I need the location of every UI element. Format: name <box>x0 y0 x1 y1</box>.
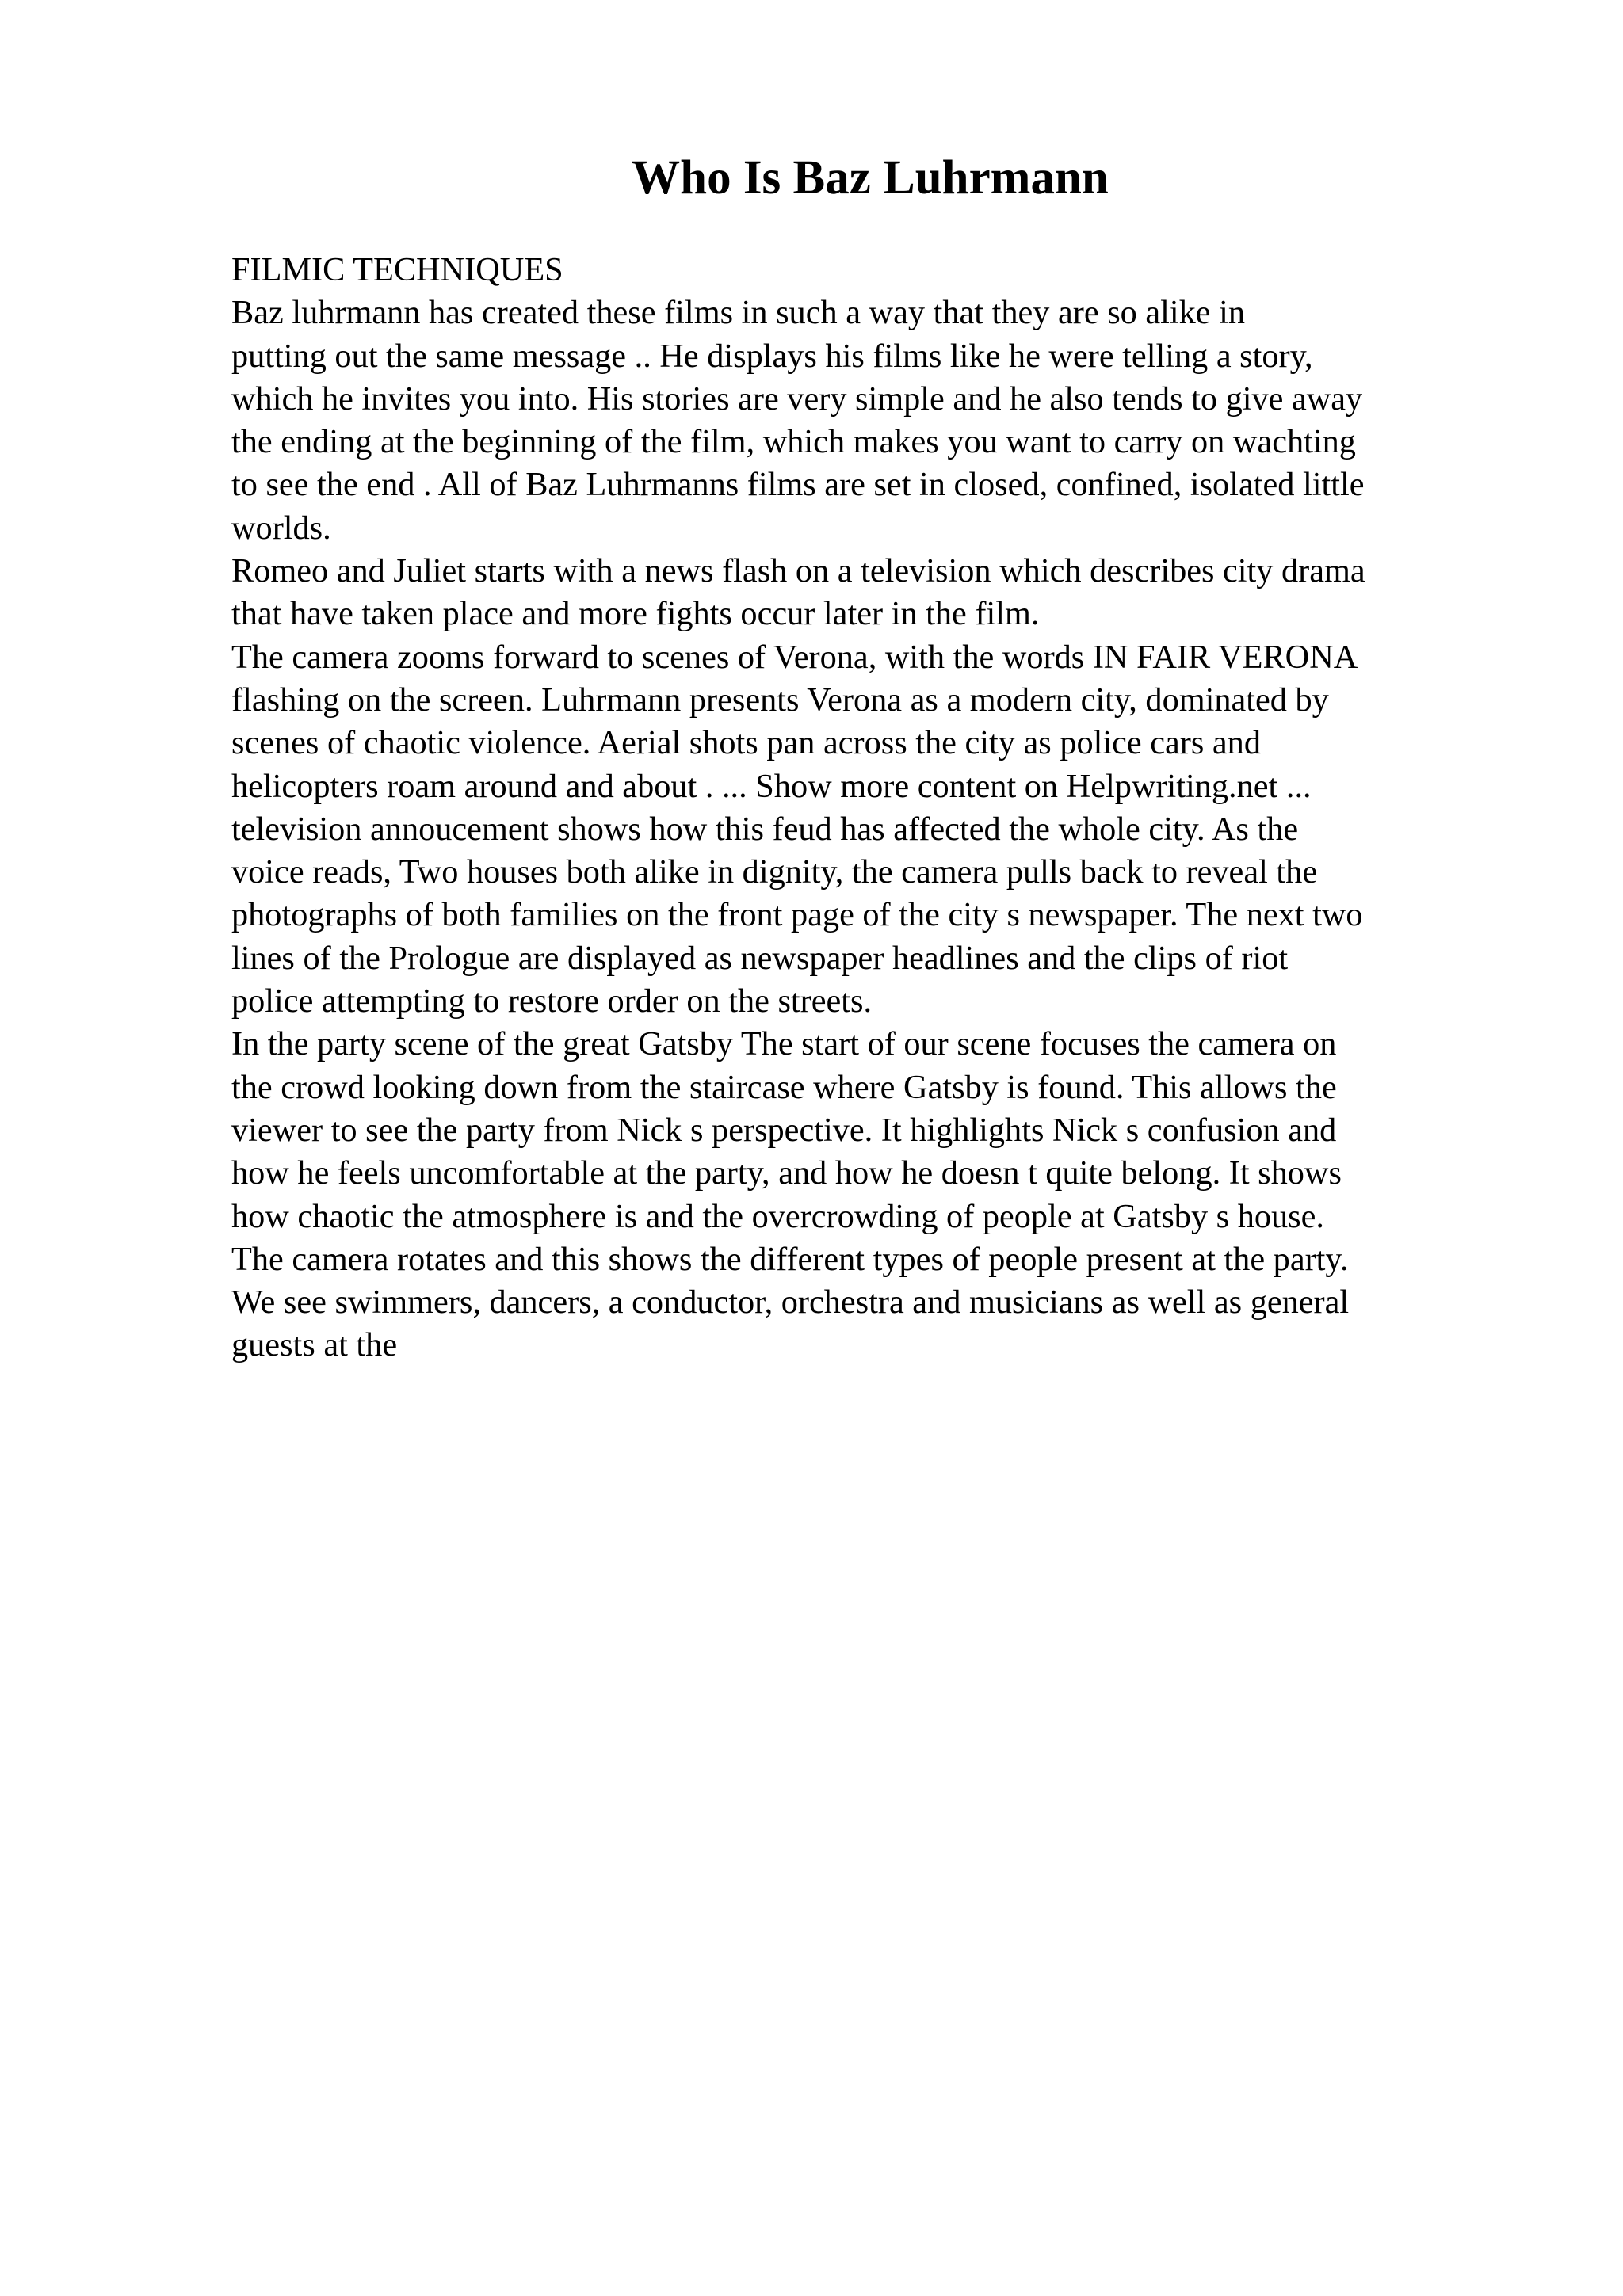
body-line: voice reads, Two houses both alike in dignity, the camera pulls back to reveal the <box>231 853 1318 891</box>
body-line: viewer to see the party from Nick s perspective. It highlights Nick s confusion and <box>231 1111 1337 1149</box>
body-line: Romeo and Juliet starts with a news flash on a television which describes city drama <box>231 552 1365 590</box>
body-line: that have taken place and more fights occur later in the film. <box>231 595 1040 633</box>
body-line: how he feels uncomfortable at the party, and how he doesn t quite belong. It shows <box>231 1154 1342 1192</box>
body-line: We see swimmers, dancers, a conductor, orchestra and musicians as well as general <box>231 1283 1350 1322</box>
body-line: photographs of both families on the front page of the city s newspaper. The next two <box>231 896 1363 934</box>
body-line: In the party scene of the great Gatsby The start of our scene focuses the camera on <box>231 1025 1337 1063</box>
body-line: guests at the <box>231 1326 398 1364</box>
body-line: how chaotic the atmosphere is and the overcrowding of people at Gatsby s house. <box>231 1197 1324 1235</box>
body-line: to see the end . All of Baz Luhrmanns films are set in closed, confined, isolated little <box>231 466 1365 504</box>
body-line: flashing on the screen. Luhrmann presents Verona as a modern city, dominated by <box>231 681 1329 719</box>
body-line: The camera zooms forward to scenes of Verona, with the words IN FAIR VERONA <box>231 638 1358 676</box>
body-line: helicopters roam around and about . ... Show more content on Helpwriting.net ... <box>231 767 1312 805</box>
body-line: scenes of chaotic violence. Aerial shots pan across the city as police cars and <box>231 724 1261 762</box>
body-line: lines of the Prologue are displayed as newspaper headlines and the clips of riot <box>231 939 1289 977</box>
body-line: police attempting to restore order on the streets. <box>231 982 873 1020</box>
body-line: which he invites you into. His stories are very simple and he also tends to give away <box>231 379 1363 418</box>
body-line: the ending at the beginning of the film, which makes you want to carry on wachting <box>231 423 1356 461</box>
body-line: The camera rotates and this shows the different types of people present at the party. <box>231 1240 1349 1278</box>
body-line: the crowd looking down from the staircase where Gatsby is found. This allows the <box>231 1068 1337 1106</box>
body-line: putting out the same message .. He displays his films like he were telling a story, <box>231 337 1313 375</box>
body-line: television annoucement shows how this feud has affected the whole city. As the <box>231 810 1299 848</box>
body-line: worlds. <box>231 509 331 547</box>
body-line: FILMIC TECHNIQUES <box>231 251 563 288</box>
document-title: Who Is Baz Luhrmann <box>632 151 1109 204</box>
body-line: Baz luhrmann has created these films in such a way that they are so alike in <box>231 294 1246 332</box>
document-body <box>231 249 1499 1367</box>
